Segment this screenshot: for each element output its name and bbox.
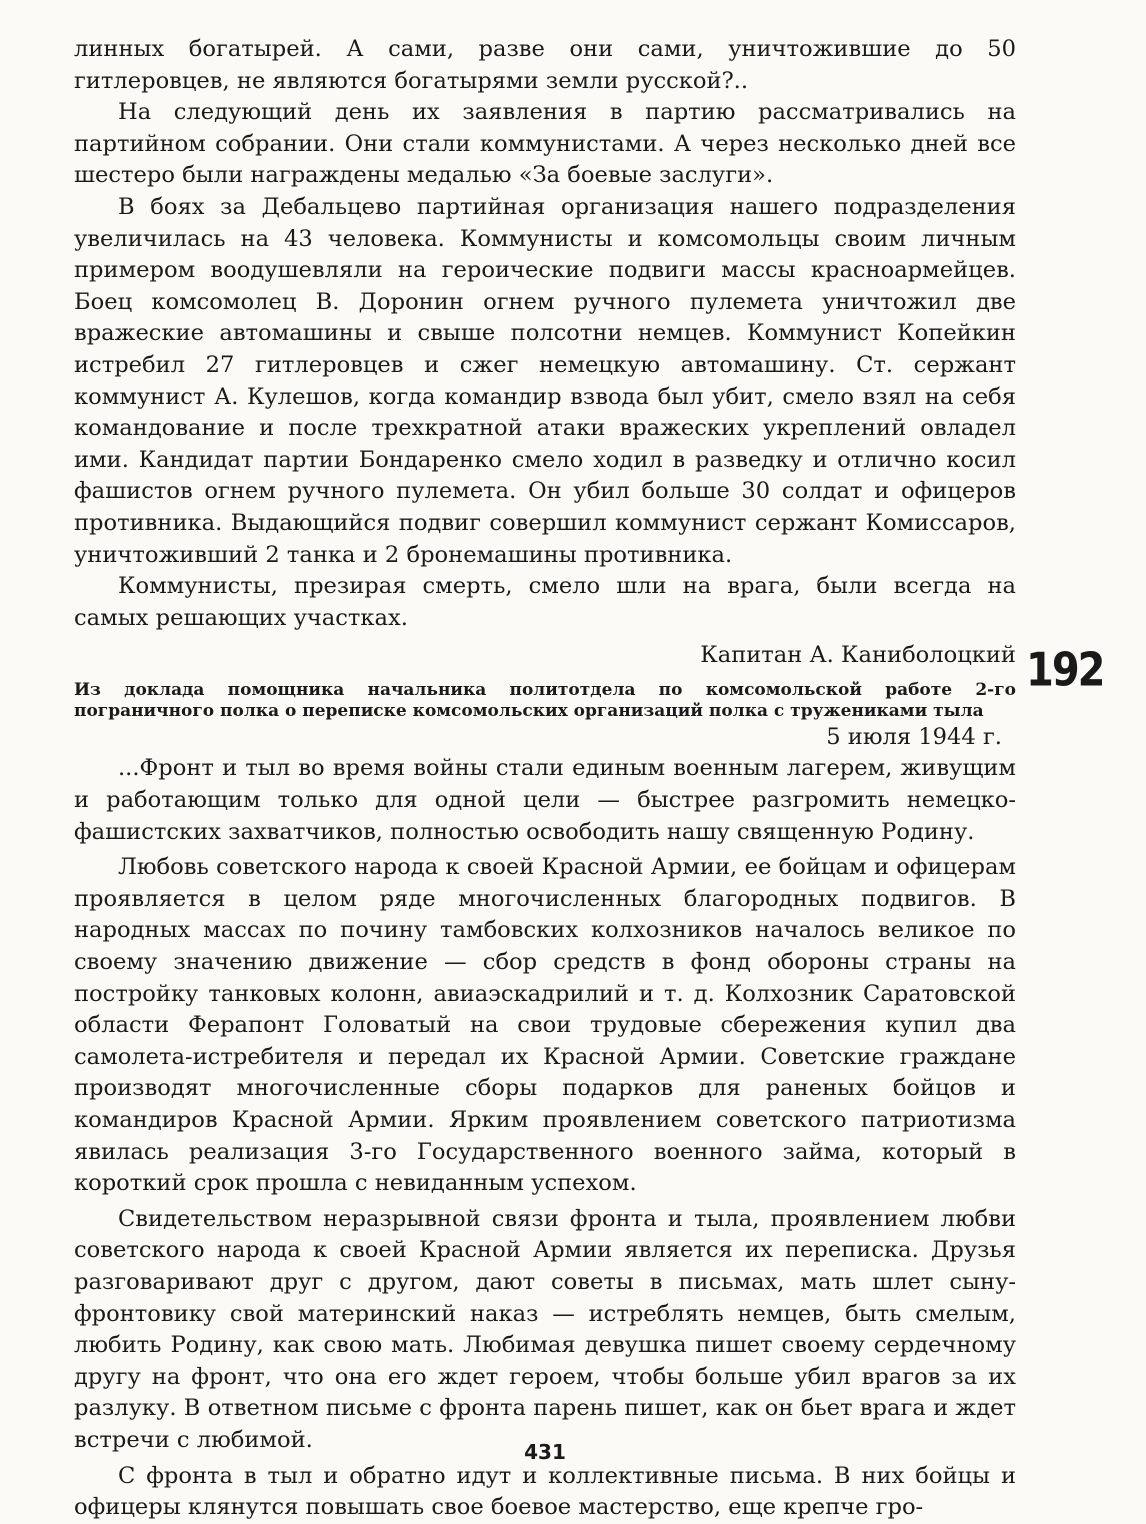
paragraph: Коммунисты, презирая смерть, смело шли на врага, были всегда на самых решающих участках.: [74, 573, 1016, 631]
paragraph: линных богатырей. А сами, разве они сами, уничтожившие до 50 гитлеровцев, не являются богатырями земли русской?..: [74, 36, 1016, 94]
paragraph: На следующий день их заявления в партию рассматривались на партийном собрании. Они стали коммунистами. А через несколько дней все шестеро были награждены медалью «За боевые заслуги».: [74, 99, 1016, 189]
paragraph: Любовь советского народа к своей Красной Армии, ее бойцам и офицерам проявляется в целом ряде многочисленных благородных подвигов. В народных массах по почину тамбовских колхозников началось великое по своему значению движение — сбор средств в фонд обороны страны на постройку танковых колонн, авиаэскадрилий и т. д. Колхозник Саратовской области Ферапонт Головатый на свои трудовые сбережения купил два самолета-истребителя и передал их Красной Армии. Советские граждане производят многочисленные сборы подарков для раненых бойцов и командиров Красной Армии. Ярким проявлением советского патриотизма явилась реализация 3-го Государственного военного займа, который в короткий срок прошла с невиданным успехом.: [74, 854, 1016, 1197]
signature: Капитан А. Каниболоцкий: [700, 642, 1016, 669]
page-content: [74, 34, 1016, 1524]
page-number: 431: [524, 1440, 566, 1464]
document-date: 5 июля 1944 г.: [826, 723, 1002, 750]
document-heading: Из доклада помощника начальника политотдела по комсомольской работе 2-го пограничного полка о переписке комсомольских организаций полка с тружениками тыла: [74, 679, 1016, 721]
document-number: 192: [1026, 644, 1104, 697]
paragraph: Свидетельством неразрывной связи фронта и тыла, проявлением любви советского народа к своей Красной Армии является их переписка. Друзья разговаривают друг с другом, дают советы в письмах, мать шлет сыну-фронтовику свой материнский наказ — истреблять немцев, быть смелым, любить Родину, как свою мать. Любимая девушка пишет своему сердечному другу на фронт, что она его ждет героем, чтобы больше убил врагов за их разлуку. В ответном письме с фронта парень пишет, как он бьет врага и ждет встречи с любимой.: [74, 1205, 1016, 1453]
paragraph: ...Фронт и тыл во время войны стали единым военным лагерем, живущим и работающим только для одной цели — быстрее разгромить немецко-фашистских захватчиков, полностью освободить нашу священную Родину.: [74, 755, 1016, 845]
paragraph: С фронта в тыл и обратно идут и коллективные письма. В них бойцы и офицеры клянутся повышать свое боевое мастерство, еще крепче гро-: [74, 1462, 1016, 1521]
paragraph: В боях за Дебальцево партийная организация нашего подразделения увеличилась на 43 человека. Коммунисты и комсомольцы своим личным примером воодушевляли на героические подвиги массы красноармейцев. Боец комсомолец В. Доронин огнем ручного пулемета уничтожил две вражеские автомашины и свыше полсотни немцев. Коммунист Копейкин истребил 27 гитлеровцев и сжег немецкую автомашину. Ст. сержант коммунист А. Кулешов, когда командир взвода был убит, смело взял на себя командование и после трехкратной атаки вражеских укреплений овладел ими. Кандидат партии Бондаренко смело ходил в разведку и отлично косил фашистов огнем ручного пулемета. Он убил больше 30 солдат и офицеров противника. Выдающийся подвиг совершил коммунист сержант Комиссаров, уничтоживший 2 танка и 2 бронемашины противника.: [74, 193, 1016, 568]
